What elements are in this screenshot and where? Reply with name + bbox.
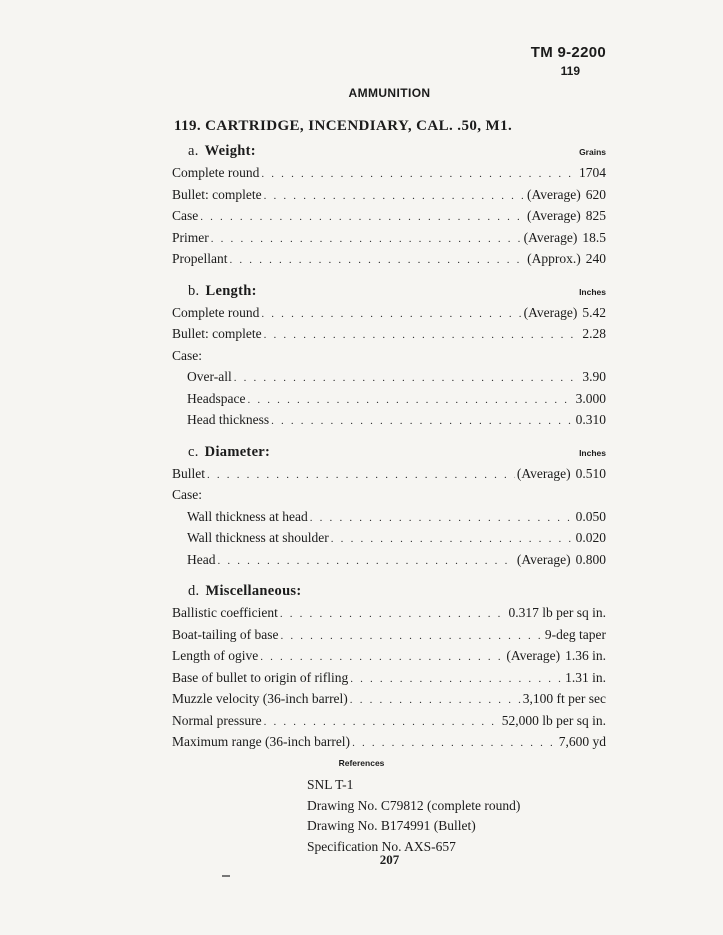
length-section-header (172, 280, 606, 302)
dot-leader (264, 186, 525, 208)
spec-label: Bullet: complete (172, 326, 262, 341)
spec-label: Boat-tailing of base (172, 626, 279, 642)
spec-label: Maximum range (36-inch barrel) (172, 734, 351, 749)
diameter-rows (172, 463, 606, 485)
spec-row (172, 602, 606, 624)
dot-leader (207, 465, 515, 487)
case-subheading: Case: (172, 347, 202, 363)
spec-row (172, 527, 606, 549)
misc-rows (172, 602, 606, 753)
spec-row (172, 506, 606, 528)
diameter-section-header (172, 441, 606, 463)
spec-row (172, 184, 606, 206)
spec-row (172, 205, 606, 227)
spec-row (172, 688, 606, 710)
length-rows (172, 302, 606, 345)
spec-label: Head (187, 551, 216, 567)
spec-value: 7,600 yd (558, 734, 606, 749)
spec-qualifier: (Approx.) (527, 251, 581, 266)
unit-label: Inches (579, 447, 606, 458)
dot-leader (280, 626, 542, 648)
spec-row (172, 667, 606, 689)
spec-qualifier: (Average) (523, 229, 578, 245)
spec-value: 0.310 (575, 412, 606, 427)
dot-leader (261, 164, 577, 186)
dot-leader (350, 690, 521, 712)
spec-row (172, 248, 606, 270)
section-letter: a. (188, 143, 199, 159)
spec-row (172, 710, 606, 732)
spec-qualifier: (Average) (527, 186, 581, 202)
spec-qualifier: (Average) (527, 208, 581, 223)
dot-leader (260, 647, 504, 669)
section-letter: c. (188, 443, 199, 460)
spec-qualifier: (Average) (516, 465, 571, 481)
spec-label: Wall thickness at head (187, 508, 308, 524)
print-mark (222, 875, 230, 877)
dot-leader (217, 551, 514, 573)
spec-label: Base of bullet to origin of rifling (172, 669, 349, 685)
spec-value: 0.800 (575, 551, 606, 567)
paragraph-heading: 119. CARTRIDGE, INCENDIARY, CAL. .50, M1. (174, 118, 513, 134)
spec-row (172, 227, 606, 249)
spec-label: Length of ogive (172, 648, 259, 663)
spec-row (172, 388, 606, 410)
dot-leader (200, 207, 525, 229)
spec-qualifier: (Average) (516, 551, 571, 567)
spec-value: 1704 (579, 165, 606, 180)
misc-section-header (172, 580, 606, 602)
spec-label: Bullet (172, 465, 205, 481)
spec-row (172, 323, 606, 345)
spec-value: 0.510 (575, 465, 606, 481)
spec-label: Over-all (187, 369, 232, 384)
dot-leader (310, 508, 574, 530)
spec-label: Head thickness (187, 412, 270, 427)
spec-qualifier: (Average) (523, 304, 578, 320)
spec-row (172, 731, 606, 753)
spec-row (172, 645, 606, 667)
diameter-case-rows (172, 506, 606, 571)
references-list (307, 775, 520, 857)
spec-row (172, 463, 606, 485)
reference-item: Drawing No. C79812 (complete round) (307, 797, 521, 813)
spec-value: 240 (585, 251, 606, 266)
spec-label: Complete round (172, 304, 260, 320)
spec-value: 2.28 (582, 326, 606, 341)
spec-value: 0.317 lb per sq in. (508, 605, 606, 620)
section-title-text: Miscellaneous: (205, 583, 302, 599)
spec-value: 9-deg taper (544, 626, 606, 642)
spec-label: Wall thickness at shoulder (187, 530, 329, 545)
spec-row (172, 549, 606, 571)
dot-leader (261, 304, 521, 326)
reference-item: SNL T-1 (307, 777, 354, 792)
spec-label: Case (172, 208, 199, 223)
section-letter: d. (188, 583, 200, 599)
spec-row (172, 162, 606, 184)
reference-item: Specification No. AXS-657 (307, 838, 456, 854)
spec-label: Bullet: complete (172, 186, 262, 202)
spec-label: Complete round (172, 165, 260, 180)
dot-leader (230, 250, 526, 272)
spec-row (172, 366, 606, 388)
spec-label: Primer (172, 229, 209, 245)
references-title: References (338, 758, 385, 768)
spec-label: Headspace (187, 390, 246, 406)
dot-leader (264, 712, 500, 734)
specification-content (172, 140, 606, 753)
paragraph-number: 119 (560, 64, 580, 78)
spec-value: 3.000 (575, 390, 606, 406)
spec-qualifier: (Average) (506, 648, 561, 663)
unit-label: Grains (579, 147, 606, 157)
dot-leader (264, 325, 581, 347)
spec-value: 620 (585, 186, 606, 202)
technical-manual-number: TM 9-2200 (530, 44, 606, 61)
spec-value: 18.5 (582, 229, 606, 245)
spec-label: Normal pressure (172, 712, 262, 728)
spec-value: 3,100 ft per sec (522, 691, 606, 706)
spec-value: 0.020 (575, 530, 606, 545)
spec-label: Ballistic coefficient (172, 605, 278, 620)
dot-leader (352, 733, 557, 755)
dot-leader (331, 529, 574, 551)
spec-row (172, 409, 606, 431)
dot-leader (280, 604, 507, 626)
section-title: AMMUNITION (348, 86, 431, 100)
dot-leader (271, 411, 574, 433)
length-case-rows (172, 366, 606, 431)
spec-label: Muzzle velocity (36-inch barrel) (172, 691, 348, 706)
weight-section-header (172, 140, 606, 162)
section-title-text: Length: (205, 282, 257, 299)
section-letter: b. (188, 282, 200, 299)
dot-leader (247, 390, 573, 412)
section-title-text: Diameter: (204, 443, 271, 460)
dot-leader (211, 229, 522, 251)
spec-value: 0.050 (575, 508, 606, 524)
spec-label: Propellant (172, 251, 228, 266)
unit-label: Inches (579, 286, 606, 297)
weight-rows (172, 162, 606, 270)
spec-value: 3.90 (582, 369, 606, 384)
reference-item: Drawing No. B174991 (Bullet) (307, 818, 476, 833)
spec-row (172, 302, 606, 324)
spec-value: 5.42 (582, 304, 606, 320)
spec-value: 1.36 in. (565, 648, 606, 663)
spec-value: 52,000 lb per sq in. (501, 712, 606, 728)
page-number: 207 (379, 852, 400, 867)
dot-leader (234, 368, 581, 390)
spec-row (172, 624, 606, 646)
section-title-text: Weight: (204, 143, 256, 159)
case-subheading: Case: (172, 487, 202, 502)
spec-value: 1.31 in. (565, 669, 606, 685)
spec-value: 825 (585, 208, 606, 223)
dot-leader (350, 669, 563, 691)
